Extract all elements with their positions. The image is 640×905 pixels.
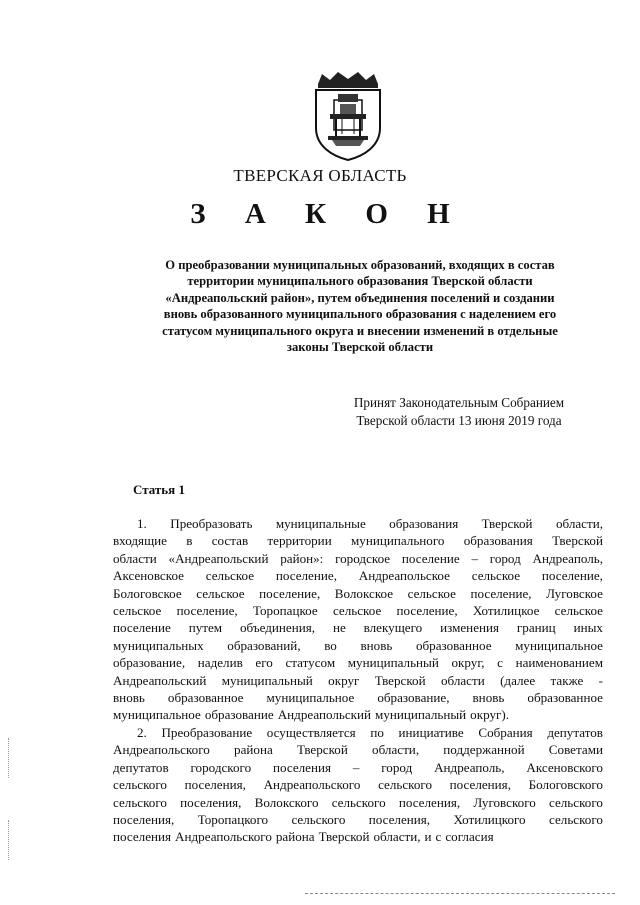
body-line [113, 811, 603, 828]
body-word: Андреаполь, [532, 550, 603, 566]
body-word: поселение, [176, 603, 238, 619]
body-line [113, 741, 603, 758]
body-word: образования [389, 516, 459, 531]
body-word: сельского [548, 794, 603, 810]
body-word: влекущего [363, 620, 423, 636]
body-line [113, 515, 603, 532]
body-word: сельское [471, 568, 521, 584]
body-word: области, [372, 742, 420, 758]
body-word: муниципальное [266, 690, 355, 706]
subject-line: О преобразовании муниципальных образований, входящих в состав [165, 258, 555, 272]
body-word: Андреаполь, [434, 759, 505, 775]
body-word: поселения, [449, 777, 511, 793]
subject-line: вновь образованного муниципального образования с наделением его [163, 307, 557, 322]
adoption-line: Тверской области 13 июня 2019 года [356, 413, 562, 428]
body-word: муниципальные [275, 516, 366, 531]
body-word: Тверской [374, 672, 426, 688]
body-word: Бологовское [113, 585, 182, 601]
body-word: городское [335, 550, 391, 566]
body-word: входящие [113, 533, 167, 549]
subject-line: «Андреапольский район», путем объединения поселений и создании [165, 290, 555, 305]
body-word: вновь [472, 690, 505, 706]
body-word: поселения, [180, 794, 242, 810]
body-word: иных [573, 620, 603, 636]
body-word: поселения [272, 759, 332, 775]
body-word: Луговского [473, 794, 536, 810]
body-line [113, 602, 603, 619]
body-word: Андреапольский [113, 672, 207, 688]
adoption-note [334, 394, 584, 430]
adoption-line: Принят Законодательным Собранием [353, 395, 565, 410]
body-word: муниципального [350, 533, 445, 549]
body-line [113, 776, 603, 793]
body-word: образований, [227, 637, 301, 653]
body-word: Тверской [552, 533, 603, 549]
body-word: наделив [197, 655, 243, 671]
body-word: Луговское [546, 585, 603, 601]
body-word: муниципальный [347, 655, 439, 671]
body-word: Преобразовать [170, 516, 253, 531]
body-word: не [332, 620, 346, 636]
law-title: З А К О Н [190, 198, 466, 230]
body-line [113, 532, 603, 549]
tver-coat-of-arms-icon [310, 70, 386, 162]
body-word: Хотилицкого [453, 811, 526, 827]
body-word: образования [463, 533, 533, 549]
body-word: района [275, 829, 315, 845]
body-word: образование, [113, 655, 186, 671]
body-word: Андреапольского [263, 777, 361, 793]
subject-line: статусом муниципального округа и внесении изменений в отдельные [162, 323, 558, 338]
body-word: - [598, 672, 603, 688]
body-word: депутатов [547, 724, 603, 740]
body-word: – [471, 550, 479, 566]
body-word: поселения, [398, 794, 461, 810]
body-word: вновь [113, 690, 145, 706]
region-title: ТВЕРСКАЯ ОБЛАСТЬ [233, 166, 407, 185]
body-word: сельского [378, 777, 432, 793]
body-word: наименованием [515, 655, 603, 671]
body-word: округ [328, 672, 360, 688]
body-word: сельского [549, 811, 603, 827]
body-word: поддержанной [443, 742, 525, 758]
body-word: Преобразование [161, 724, 253, 740]
body-word: образование [204, 707, 274, 723]
body-word: Волокского [254, 794, 319, 810]
page-bottom-rule [305, 893, 615, 894]
body-word: сельское [196, 585, 245, 601]
body-line [113, 619, 603, 636]
body-line [113, 724, 603, 741]
body-word: Волокское [334, 585, 394, 601]
body-word: город [381, 759, 413, 775]
body-word: муниципальный [221, 672, 313, 688]
body-word: Бологовского [528, 777, 603, 793]
body-word: поселение, [396, 603, 458, 619]
body-word: поселение [113, 620, 171, 636]
body-word: района [234, 742, 273, 758]
body-word: Собрания [478, 724, 533, 740]
body-word: образование, [377, 690, 450, 706]
body-word: состав [211, 533, 249, 549]
body-word: согласия [445, 829, 494, 845]
body-word: поселение, [259, 585, 321, 601]
body-word: образованное [415, 637, 492, 653]
body-word: поселение, [541, 568, 603, 584]
body-word: муниципальное [515, 637, 603, 653]
scan-margin-marks [8, 820, 10, 860]
body-word: Торопацкое [252, 603, 318, 619]
body-word: – [352, 759, 360, 775]
body-word: 2. [137, 724, 147, 740]
body-word: Тверской [296, 742, 348, 758]
body-word: поселения, [113, 811, 175, 827]
body-word: поселения, [184, 777, 246, 793]
body-word: сельское [205, 568, 255, 584]
body-word: Андреапольское [358, 568, 450, 584]
body-word: его [255, 655, 273, 671]
body-word: статусом [285, 655, 336, 671]
body-line [113, 828, 603, 845]
body-word: округ, [451, 655, 485, 671]
body-word: во [324, 637, 337, 653]
body-word: путем [188, 620, 223, 636]
body-word: с [435, 829, 442, 845]
body-word: с [497, 655, 503, 671]
body-line [113, 672, 603, 689]
body-word: Советами [548, 742, 603, 758]
body-word: Аксеновского [526, 759, 603, 775]
body-line [113, 689, 603, 706]
body-word: Андреапольский [277, 707, 372, 723]
body-word: городского [190, 759, 252, 775]
body-word: Андреапольского [113, 742, 210, 758]
body-line [113, 585, 603, 602]
body-word: области, [373, 829, 421, 845]
body-word: район»: [280, 550, 324, 566]
body-word: Тверской [481, 516, 533, 531]
body-word: области [113, 550, 157, 566]
body-word: сельского [113, 777, 167, 793]
body-word: сельского [331, 794, 386, 810]
body-word: образованное [527, 690, 603, 706]
body-word: в [186, 533, 193, 549]
body-word: Торопацкого [197, 811, 269, 827]
body-word: по [370, 724, 384, 740]
body-word: также [550, 672, 584, 688]
body-word: осуществляется [266, 724, 356, 740]
body-word: сельское [113, 603, 162, 619]
article-title: Статья 1 [133, 482, 185, 497]
body-word: сельское [554, 603, 603, 619]
body-word: муниципальных [113, 637, 204, 653]
body-line [113, 637, 603, 654]
body-word: сельского [113, 794, 167, 810]
body-word: муниципальное [113, 707, 201, 723]
body-word: округ). [470, 707, 510, 723]
body-word: поселение, [470, 585, 532, 601]
subject-line: законы Тверской области [286, 340, 434, 355]
body-word: вновь [360, 637, 393, 653]
body-word: Тверской [318, 829, 370, 845]
body-word: поселения [113, 829, 172, 845]
body-word: поселение [401, 550, 460, 566]
body-word: образованное [167, 690, 244, 706]
body-word: и [424, 829, 432, 845]
body-word: сельское [407, 585, 456, 601]
body-line [113, 794, 603, 811]
scan-margin-marks [8, 738, 10, 778]
body-word: области, [555, 516, 603, 531]
body-word: области [440, 672, 485, 688]
body-word: изменения [440, 620, 500, 636]
body-line [113, 654, 603, 671]
body-word: границ [516, 620, 556, 636]
body-word: Хотилицкое [472, 603, 540, 619]
body-word: объединения, [239, 620, 316, 636]
body-word: Аксеновское [113, 568, 184, 584]
body-word: поселение, [275, 568, 337, 584]
body-word: сельское [332, 603, 382, 619]
body-word: депутатов [113, 759, 169, 775]
subject-line: территории муниципального образования Тверской области [187, 274, 533, 289]
article-body [113, 515, 603, 846]
body-word: инициативе [398, 724, 464, 740]
body-line [113, 759, 603, 776]
body-line [113, 706, 603, 723]
body-word: сельского [291, 811, 346, 827]
body-word: поселения, [368, 811, 431, 827]
body-word: Андреапольского [175, 829, 272, 845]
body-line [113, 567, 603, 584]
body-word: «Андреапольский [168, 550, 269, 566]
body-word: 1. [137, 516, 147, 531]
body-line [113, 550, 603, 567]
body-word: муниципальный [375, 707, 467, 723]
body-word: территории [267, 533, 332, 549]
law-subject [100, 257, 620, 355]
body-word: (далее [500, 672, 536, 688]
body-word: город [489, 550, 521, 566]
